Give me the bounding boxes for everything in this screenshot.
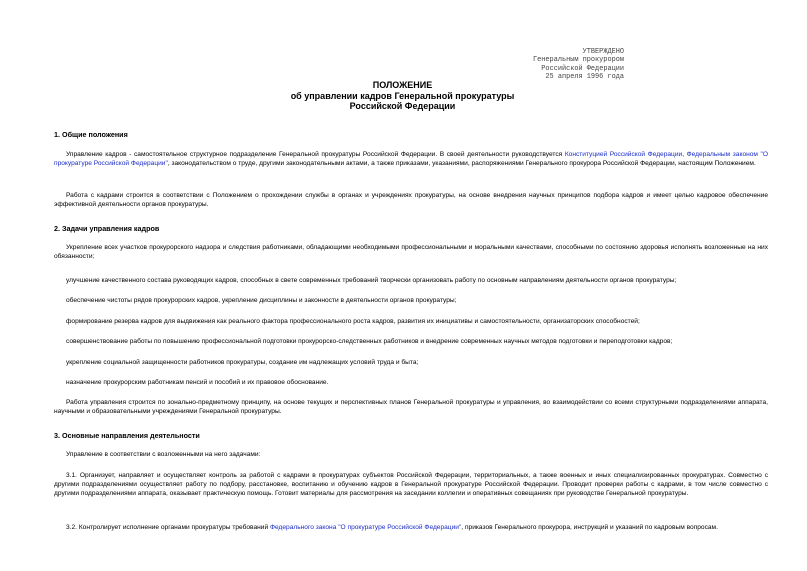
title-line: ПОЛОЖЕНИЕ [372,80,433,90]
title-line: Российской Федерации [349,101,456,112]
prosecution-law-link[interactable]: Федеральным законом "О прокуратуре Российской Федерации" [54,151,769,167]
section-heading: 2. Задачи управления кадров [54,224,160,233]
constitution-link[interactable]: Конституцией Российской Федерации [564,151,683,158]
list-item: совершенствование работы по повышению профессиональной подготовки прокурорско-следственных работников и внедрение современных научных методов подготовки и переподготовки кадров; [66,338,673,345]
approval-date: 25 апреля 1996 года [545,72,624,81]
paragraph: Управление в соответствии с возложенными на него задачами: [66,451,261,458]
approval-line: Российской Федерации [541,64,624,73]
paragraph: Работа управления строится по зонально-предметному принципу, на основе текущих и перспективных планов Генеральной прокуратуры и управления, во взаимодействии со всеми структурными подразделениями аппарата, научными и образовательными учреждениями Генеральной прокуратуры. [54,399,768,415]
list-item: укрепление социальной защищенности работников прокуратуры, создание им надлежащих условий труда и быта; [66,359,419,366]
list-item: назначение прокурорским работникам пенсий и пособий и их правовое обоснование. [66,379,329,386]
paragraph: 3.2. Контролирует исполнение органами прокуратуры требований Федерального закона "О прокуратуре Российской Федерации", приказов Генерального прокурора, инструкций и указаний по кадровым вопросам. [66,524,718,531]
prosecution-law-link[interactable]: Федерального закона "О прокуратуре Российской Федерации" [270,524,462,531]
list-item: улучшение качественного состава руководящих кадров, способных в свете современных требований творчески организовать работу по основным направлениям деятельности органов прокуратуры; [66,277,677,284]
section-heading: 3. Основные направления деятельности [54,431,200,440]
paragraph: Управление кадров - самостоятельное структурное подразделение Генеральной прокуратуры Российской Федерации. В своей деятельности руководствуется Конституцией Российской Федерации, Федеральным законом "О прокуратуре Российской Федерации", законодательством о труде, другими законодательными актами, а также приказами, указаниями, распоряжениями Генерального прокурора Российской Федерации, настоящим Положением. [54,151,769,167]
paragraph: 3.1. Организует, направляет и осуществляет контроль за работой с кадрами в прокуратурах субъектов Российской Федерации, территориальных, а также военных и иных специализированных прокуратурах. Совместно с другими подразделениями осуществляет работу по подбору, расстановке, воспитанию и обучению кадров в Генеральной прокуратуре Российской Федерации. Проводит проверки работы с кадрами, в том числе совместно с другими подразделениями аппарата, оказывает практическую помощь. Готовит материалы для рассмотрения на заседании коллегии и оперативных совещаниях при руководстве Генеральной прокуратуры. [54,472,768,497]
paragraph: Укрепление всех участков прокурорского надзора и следствия работниками, обладающими необходимыми профессиональными и моральными качествами, способными по состоянию здоровья исполнять возложенные на них обязанности; [54,244,768,260]
list-item: формирование резерва кадров для выдвижения как реального фактора профессионального роста кадров, развития их инициативы и самостоятельности, организаторских способностей; [66,318,640,325]
approval-line: УТВЕРЖДЕНО [582,48,624,56]
approval-stamp [464,48,624,81]
list-item: обеспечение чистоты рядов прокурорских кадров, укрепление дисциплины и законности в деятельности органов прокуратуры; [66,297,457,304]
paragraph: Работа с кадрами строится в соответствии с Положением о прохождении службы в органах и учреждениях прокуратуры, на основе внедрения научных принципов подбора кадров и имеет целью кадровое обеспечение эффективной деятельности органов прокуратуры. [54,192,768,208]
approval-line: Генеральным прокурором [533,56,624,65]
title-line: об управлении кадров Генеральной прокуратуры [290,90,515,101]
section-heading: 1. Общие положения [54,130,128,139]
document-title [190,80,615,112]
